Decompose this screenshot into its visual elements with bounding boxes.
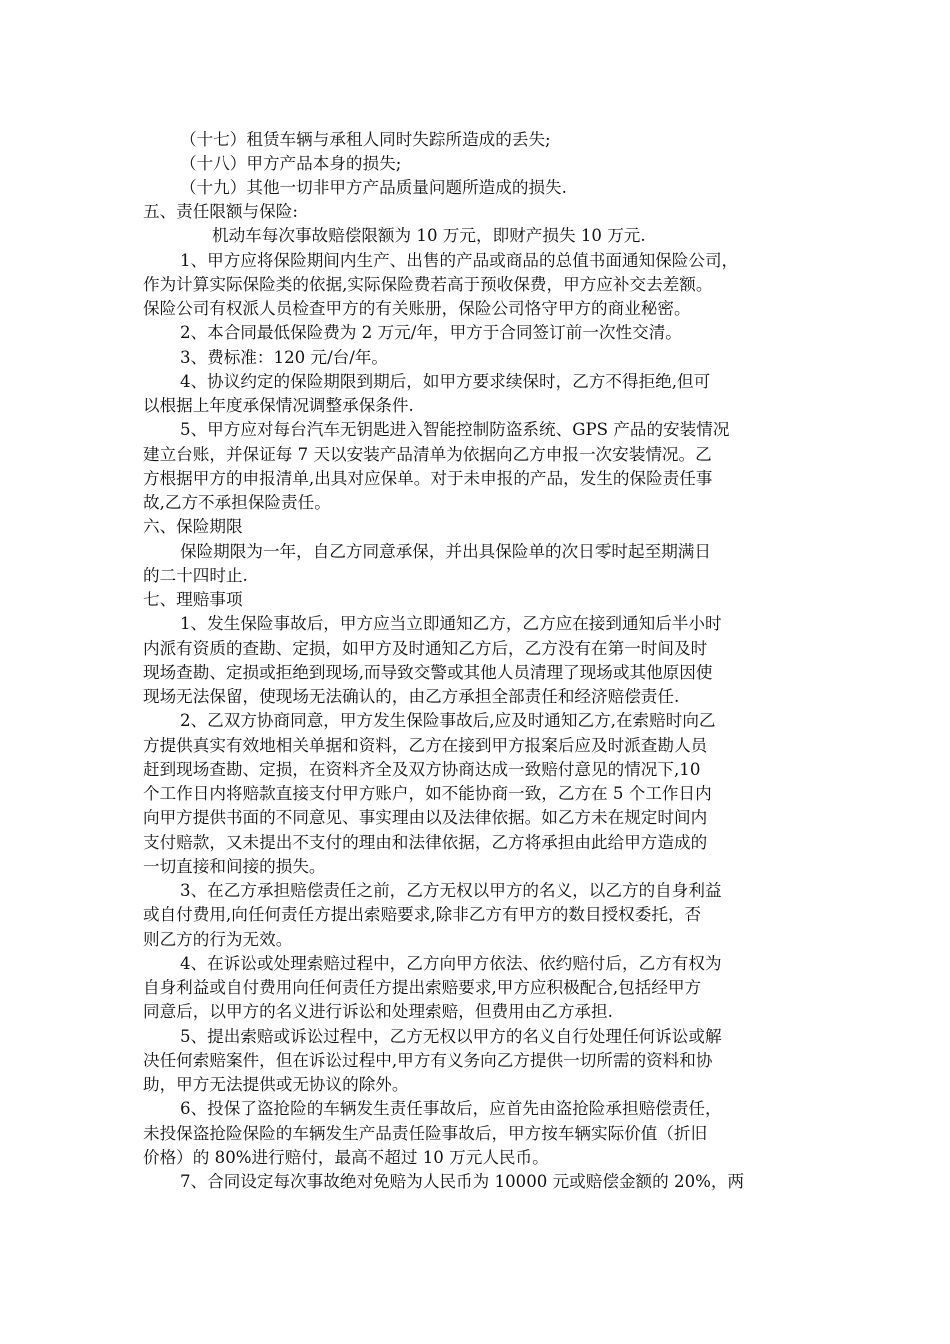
paragraph-line: 建立台账，并保证每 7 天以安装产品清单为依据向乙方申报一次安装情况。乙: [143, 445, 712, 464]
paragraph-line: 机动车每次事故赔偿限额为 10 万元，即财产损失 10 万元.: [212, 226, 646, 245]
paragraph-line: 7、合同设定每次事故绝对免赔为人民币为 10000 元或赔偿金额的 20%，两: [180, 1172, 745, 1191]
paragraph-line: 方根据甲方的申报清单,出具对应保单。对于未申报的产品，发生的保险责任事: [143, 469, 713, 488]
paragraph-line: 4、协议约定的保险期限到期后，如甲方要求续保时，乙方不得拒绝,但可: [180, 372, 711, 391]
paragraph-line: 一切直接和间接的损失。: [143, 857, 326, 876]
paragraph-line: 故,乙方不承担保险责任。: [143, 493, 331, 512]
paragraph-line: 内派有资质的查勘、定损，如甲方及时通知乙方后，乙方没有在第一时间及时: [143, 639, 708, 658]
paragraph-line: 保险期限为一年，自乙方同意承保，并出具保险单的次日零时起至期满日: [180, 542, 711, 561]
paragraph-line: 支付赔款，又未提出不支付的理由和法律依据，乙方将承担由此给甲方造成的: [143, 833, 708, 852]
paragraph-line: 自身利益或自付费用向任何责任方提出索赔要求,甲方应积极配合,包括经甲方: [143, 978, 702, 997]
paragraph-line: 方提供真实有效地相关单据和资料，乙方在接到甲方报案后应及时派查勘人员: [143, 736, 708, 755]
paragraph-line: 作为计算实际保险类的依据,实际保险费若高于预收保费，甲方应补交去差额。: [143, 275, 713, 294]
paragraph-line: 2、乙双方协商同意，甲方发生保险事故后,应及时通知乙方,在索赔时向乙: [180, 711, 716, 730]
clause-item-19: （十九）其他一切非甲方产品质量问题所造成的损失.: [180, 178, 567, 197]
paragraph-line: 同意后，以甲方的名义进行诉讼和处理索赔，但费用由乙方承担.: [143, 1002, 613, 1021]
paragraph-line: 现场无法保留，使现场无法确认的，由乙方承担全部责任和经济赔偿责任.: [143, 687, 680, 706]
section-heading-7: 七、理赔事项: [143, 590, 243, 609]
paragraph-line: 3、费标准：120 元/台/年。: [180, 348, 389, 367]
section-heading-6: 六、保险期限: [143, 517, 243, 536]
paragraph-line: 个工作日内将赔款直接支付甲方账户，如不能协商一致，乙方在 5 个工作日内: [143, 784, 712, 803]
paragraph-line: 未投保盗抢险保险的车辆发生产品责任险事故后，甲方按车辆实际价值（折旧: [143, 1124, 708, 1143]
clause-item-17: （十七）租赁车辆与承租人同时失踪所造成的丢失;: [180, 130, 551, 149]
paragraph-line: 以根据上年度承保情况调整承保条件.: [143, 396, 414, 415]
paragraph-line: 2、本合同最低保险费为 2 万元/年，甲方于合同签订前一次性交清。: [180, 323, 682, 342]
paragraph-line: 4、在诉讼或处理索赔过程中，乙方向甲方依法、依约赔付后，乙方有权为: [180, 954, 722, 973]
paragraph-line: 或自付费用,向任何责任方提出索赔要求,除非乙方有甲方的数目授权委托，否: [143, 905, 702, 924]
paragraph-line: 5、甲方应对每台汽车无钥匙进入智能控制防盗系统、GPS 产品的安装情况: [180, 420, 730, 439]
paragraph-line: 价格）的 80%进行赔付，最高不超过 10 万元人民币。: [143, 1148, 549, 1167]
paragraph-line: 现场查勘、定损或拒绝到现场,而导致交警或其他人员清理了现场或其他原因使: [143, 663, 713, 682]
paragraph-line: 6、投保了盗抢险的车辆发生责任事故后，应首先由盗抢险承担赔偿责任，: [180, 1099, 722, 1118]
paragraph-line: 则乙方的行为无效。: [143, 930, 293, 949]
paragraph-line: 1、甲方应将保险期间内生产、出售的产品或商品的总值书面通知保险公司，: [180, 251, 739, 270]
section-heading-5: 五、责任限额与保险:: [143, 202, 298, 221]
paragraph-line: 向甲方提供书面的不同意见、事实理由以及法律依据。如乙方未在规定时间内: [143, 808, 708, 827]
paragraph-line: 的二十四时止.: [143, 566, 248, 585]
paragraph-line: 保险公司有权派人员检查甲方的有关账册，保险公司恪守甲方的商业秘密。: [143, 299, 691, 318]
paragraph-line: 3、在乙方承担赔偿责任之前，乙方无权以甲方的名义，以乙方的自身利益: [180, 881, 722, 900]
clause-item-18: （十八）甲方产品本身的损失;: [180, 154, 402, 173]
paragraph-line: 赶到现场查勘、定损，在资料齐全及双方协商达成一致赔付意见的情况下,10: [143, 760, 701, 779]
paragraph-line: 5、提出索赔或诉讼过程中，乙方无权以甲方的名义自行处理任何诉讼或解: [180, 1027, 722, 1046]
paragraph-line: 助，甲方无法提供或无协议的除外。: [143, 1075, 409, 1094]
paragraph-line: 1、发生保险事故后，甲方应当立即通知乙方，乙方应在接到通知后半小时: [180, 614, 722, 633]
paragraph-line: 决任何索赔案件，但在诉讼过程中,甲方有义务向乙方提供一切所需的资料和协: [143, 1051, 713, 1070]
